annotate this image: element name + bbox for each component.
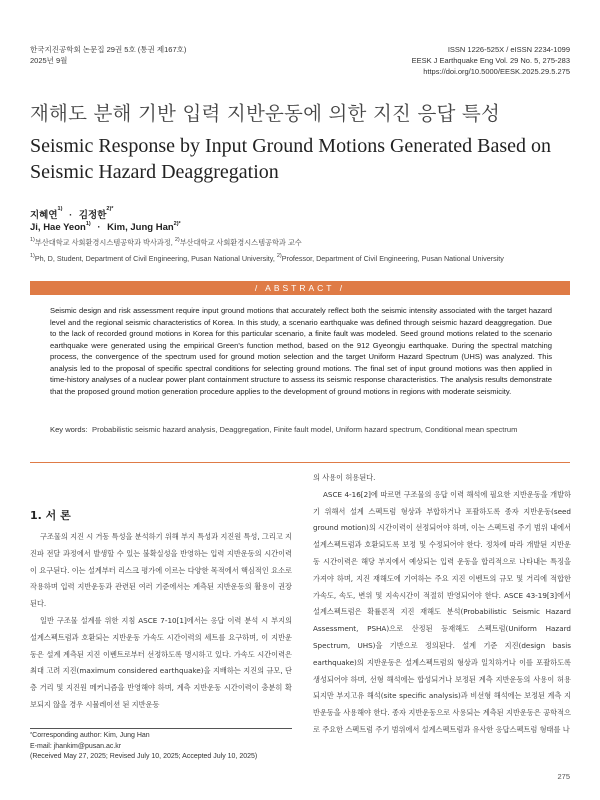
affil-ko-1: 부산대학교 사회환경시스템공학과 박사과정, (34, 238, 173, 247)
journal-name-ko: 한국지진공학회 논문집 29권 5호 (통권 제167호) (30, 45, 187, 54)
author-separator-en: · (97, 222, 101, 233)
section-title-introduction: 1. 서 론 (30, 509, 71, 522)
affiliation-korean (30, 238, 302, 248)
author-2-ko-sup: 2)* (106, 206, 114, 212)
journal-header-right (412, 44, 570, 77)
intro-paragraph-continued: 의 사용이 허용된다. (313, 473, 376, 482)
keywords-label: Key words: (50, 425, 88, 434)
keywords-list: Probabilistic seismic hazard analysis, Deaggregation, Finite fault model, Uniform hazard spectrum, Conditional mean spectrum (92, 425, 518, 434)
section-divider (30, 462, 570, 463)
journal-header-left (30, 44, 186, 66)
author-email[interactable]: E-mail: jhankim@pusan.ac.kr (30, 742, 122, 750)
authors-korean (30, 207, 113, 221)
affil-ko-sup-1: 1) (30, 237, 35, 243)
intro-paragraph-3: ASCE 4-16[2]에 따르면 구조물의 응답 이력 해석에 필요한 지반운동을 개발하기 위해서 설계 스펙트럼 형상과 부합하거나 포괄하도록 종자 지반운동(seed ground motion)의 시간이력이 선정되어야 하며, 이는 스펙트럼 주기 범위 내에서 설계스펙트럼과 호환되도록 보정 및 수정되어야 한다. 정차에 따라 개발된 지반운동 시간이력은 해당 부지에서 예상되는 입력 운동을 합리적으로 나타내는 특징을 가져야 하며, 지진 재해도에 기여하는 주요 지진 이벤트의 규모 및 거리에 적합한 가속도, 속도, 변위 및 지속시간이 적절히 반영되어야 한다. ASCE 43-19[3]에서 설계스펙트럼은 확률론적 지진 재해도 분석(Probabilistic Seismic Hazard Assessment, PSHA)으로 산정된 등재해도 스펙트럼(Uniform Hazard Spectrum, UHS)을 기반으로 정의된다. 설계 기준 지진(design basis earthquake)의 지반운동은 설계스펙트럼의 형상과 일치하거나 이를 포괄하도록 생성되어야 하며, 선형 해석에는 합성되거나 보정된 계측 지반운동의 사용이 허용되지만 부지고유 해석(site specific analysis)과 비선형 해석에는 보정된 계측 지반운동을 사용해야 한다. 종자 지반운동으로 사용되는 계측된 지반운동은 공학적으로 주요한 스펙트럼 주기 범위에서 설계스펙트럼과 유사한 응답스펙트럼 형태를 나 (313, 489, 571, 734)
corresponding-author (30, 731, 292, 742)
doi-link[interactable]: https://doi.org/10.5000/EESK.2025.29.5.275 (423, 67, 570, 76)
journal-name-en: EESK J Earthquake Eng Vol. 29 No. 5, 275-283 (411, 56, 570, 65)
author-1-en-sup: 1) (85, 221, 91, 227)
author-2-ko: 김정한 (78, 210, 107, 221)
affil-en-sup-2: 2) (276, 253, 282, 259)
author-2-en: Kim, Jung Han (107, 222, 174, 233)
author-2-en-sup: 2)* (173, 221, 181, 227)
footnote-rule (30, 728, 292, 729)
corresponding-author-label: Corresponding author: (32, 732, 102, 739)
abstract-heading: / ABSTRACT / (30, 281, 570, 295)
journal-date-ko: 2025년 9월 (30, 56, 68, 65)
received-dates: (Received May 27, 2025; Revised July 10, 2025; Accepted July 10, 2025) (30, 753, 258, 760)
authors-english (30, 222, 181, 233)
title-english: Seismic Response by Input Ground Motions Generated Based on Seismic Hazard Deaggregation (30, 135, 552, 183)
author-1-en: Ji, Hae Yeon (30, 222, 86, 233)
keywords (50, 424, 552, 436)
right-column (313, 470, 571, 739)
corresponding-author-name: Kim, Jung Han (103, 732, 150, 739)
abstract-body: Seismic design and risk assessment require input ground motions that accurately reflect both the seismic intensity associated with the target hazard level and the regional seismic characteristics of Korea. In this study, a scenario earthquake was defined through seismic hazard deaggregation. Due to the lack of recorded ground motions in Korea for this particular scenario, a finite fault was modeled. Seed ground motions related to the scenario earthquake were generated using the empirical Green's function method, based on the 912 Gyeongju earthquake. During the spectral matching process, the convergence of the spectrum used for ground motion selection and the target Uniform Hazard Spectrum (UHS) was analyzed. This analysis led to the proposal of specific spectral conditions for selecting ground motions. The final set of input ground motions was then applied in time-history analyses of a nuclear power plant containment structure to assess its seismic response characteristics. The analysis results demonstrate that the proposed ground motion generation procedure applies to the development of ground motions in regions with moderate seismicity. (50, 306, 552, 396)
affil-ko-2: 부산대학교 사회환경시스템공학과 교수 (179, 238, 302, 247)
affiliation-english (30, 254, 504, 263)
footnote (30, 731, 292, 763)
issn: ISSN 1226-525X / eISSN 2234-1099 (447, 45, 570, 54)
title-korean: 재해도 분해 기반 입력 지반운동에 의한 지진 응답 특성 (30, 102, 501, 125)
footnote-mark: * (30, 732, 33, 738)
affil-en-2: Professor, Department of Civil Engineering, Pusan National University (281, 254, 504, 263)
intro-paragraph-2: 일반 구조물 설계를 위한 지침 ASCE 7-10[1]에서는 응답 이력 분석 시 부지의 설계스펙트럼과 호환되는 지반운동 가속도 시간이력의 세트를 요구하며, 이 지반운동은 설계 계측된 지진 이벤트로부터 선정하도록 명시하고 있다. 가속도 시간이력은 최대 고려 지진(maximum considered earthquake)을 지배하는 지진의 규모, 단층 거리 및 지진원 메커니즘을 반영해야 하며, 계측 지반운동 시간이력이 충분히 확보되지 않을 경우 시뮬레이션 된 지반운동 (30, 615, 292, 709)
page-number: 275 (557, 772, 570, 781)
author-separator: · (69, 210, 73, 221)
author-1-ko-sup: 1) (57, 206, 63, 212)
author-1-ko: 지혜연 (30, 210, 58, 221)
affil-en-sup-1: 1) (30, 253, 35, 259)
intro-paragraph-1: 구조물의 지진 시 거동 특성을 분석하기 위해 부지 특성과 지진원 특성, 그리고 지진파 전달 과정에서 발생할 수 있는 불확실성을 반영하는 입력 지반운동의 시간이력이 요구된다. 이는 설계부터 리스크 평가에 이르는 다양한 목적에서 핵심적인 요소로 작용하며 입력 지반운동과 관련된 여러 기준에서는 계측된 지반운동의 활용이 권장된다. (30, 532, 292, 609)
left-column (30, 529, 292, 714)
affil-ko-sup-2: 2) (174, 237, 180, 243)
affil-en-1: Ph, D, Student, Department of Civil Engineering, Pusan National University, (34, 254, 275, 263)
